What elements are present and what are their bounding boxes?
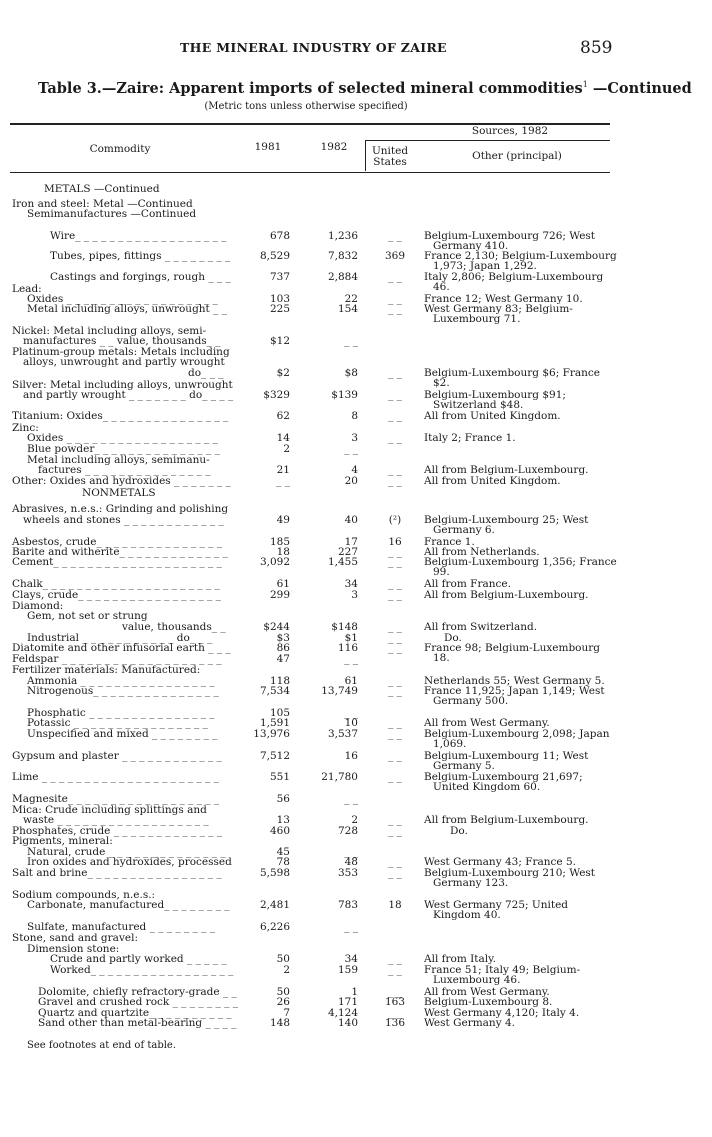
- other-sources-cell: France 1.: [424, 536, 475, 548]
- table-title-text: Table 3.—Zaire: Apparent imports of selected mineral commodities: [38, 80, 583, 97]
- value-1982-cell: _ _: [344, 846, 358, 858]
- column-header-commodity: Commodity: [89, 143, 151, 155]
- other-sources-cell: All from United Kingdom.: [424, 410, 561, 422]
- commodity-cell: Ammonia _ _ _ _ _ _ _ _ _ _ _ _ _ _ _ _: [27, 675, 215, 687]
- other-sources-cell: All from Belgium-Luxembourg.: [424, 589, 589, 601]
- value-1982-cell: 40: [344, 514, 358, 526]
- value-1981-cell: 737: [269, 271, 290, 283]
- column-header-1981: 1981: [254, 141, 282, 153]
- united-states-cell: _ _: [388, 410, 402, 422]
- value-1982-cell: 140: [337, 1017, 358, 1029]
- value-1981-cell: 551: [269, 771, 290, 783]
- value-1982-cell: 728: [337, 825, 358, 837]
- united-states-cell: _ _: [388, 432, 402, 444]
- other-sources-cell: All from Switzerland.: [424, 621, 538, 633]
- united-states-cell: 163: [384, 996, 406, 1008]
- other-sources-cell: Do.: [444, 632, 462, 644]
- value-1981-cell: 61: [276, 578, 290, 590]
- value-1982-cell: $139: [331, 389, 358, 401]
- other-sources-cell: France 98; Belgium-Luxembourg 18.: [424, 642, 601, 665]
- commodity-cell: Gem, not set or strung: [27, 610, 148, 622]
- other-sources-cell: France 12; West Germany 10.: [424, 293, 583, 305]
- united-states-cell: _ _: [388, 685, 402, 697]
- other-sources-cell: Belgium-Luxembourg 726; West Germany 410.: [424, 230, 596, 253]
- united-states-cell: 136: [384, 1017, 406, 1029]
- value-1982-cell: 16: [344, 750, 358, 762]
- other-sources-cell: West Germany 4,120; Italy 4.: [424, 1007, 580, 1019]
- commodity-cell: Stone, sand and gravel:: [12, 932, 138, 944]
- commodity-cell: Tubes, pipes, fittings _ _ _ _ _ _ _ _: [50, 250, 231, 262]
- united-states-cell: _ _: [388, 589, 402, 601]
- commodity-cell: Feldspar _ _ _ _ _ _ _ _ _ _ _ _ _ _ _ _ _ _ _: [12, 653, 222, 665]
- value-1982-cell: _ _: [344, 793, 358, 805]
- commodity-cell: Potassic _ _ _ _ _ _ _ _ _ _ _ _ _ _ _ _: [27, 717, 208, 729]
- commodity-cell: Worked_ _ _ _ _ _ _ _ _ _ _ _ _ _ _ _ _: [50, 964, 234, 976]
- commodity-cell: Diatomite and other infusorial earth _ _ _: [12, 642, 231, 654]
- column-header-1982: 1982: [320, 141, 348, 153]
- value-1981-cell: 460: [269, 825, 290, 837]
- commodity-cell: Diamond:: [12, 600, 64, 612]
- value-1982-cell: $148: [331, 621, 358, 633]
- other-sources-cell: All from Italy.: [424, 953, 497, 965]
- commodity-cell: Asbestos, crude_ _ _ _ _ _ _ _ _ _ _ _ _ _ _: [12, 536, 222, 548]
- other-sources-cell: West Germany 725; United Kingdom 40.: [424, 899, 569, 922]
- commodity-cell: Iron and steel: Metal —Continued: [12, 198, 193, 210]
- other-sources-cell: France 11,925; Japan 1,149; West Germany 500.: [424, 685, 605, 708]
- commodity-cell: Salt and brine_ _ _ _ _ _ _ _ _ _ _ _ _ _ _ _: [12, 867, 222, 879]
- value-1982-cell: 48: [344, 856, 358, 868]
- other-sources-cell: Italy 2; France 1.: [424, 432, 516, 444]
- value-1981-cell: 3,092: [259, 556, 290, 568]
- value-1981-cell: 56: [276, 793, 290, 805]
- other-sources-cell: West Germany 43; France 5.: [424, 856, 576, 868]
- value-1981-cell: 13,976: [253, 728, 290, 740]
- commodity-cell: Barite and witherite_ _ _ _ _ _ _ _ _ _ _ _ _: [12, 546, 228, 558]
- other-sources-cell: All from Netherlands.: [424, 546, 540, 558]
- united-states-cell: _ _: [388, 546, 402, 558]
- commodity-cell: Magnesite_ _ _ _ _ _ _ _ _ _ _ _ _ _ _ _ _ _: [12, 793, 220, 805]
- value-1982-cell: _ _: [344, 335, 358, 347]
- commodity-cell: Nitrogenous_ _ _ _ _ _ _ _ _ _ _ _ _ _ _: [27, 685, 219, 697]
- commodity-cell: Other: Oxides and hydroxides _ _ _ _ _ _ _: [12, 475, 231, 487]
- commodity-cell: Silver: Metal including alloys, unwrought: [12, 379, 233, 391]
- value-1982-cell: 20: [344, 475, 358, 487]
- value-1981-cell: 2: [283, 443, 290, 455]
- commodity-cell: Sand other than metal-bearing _ _ _ _: [38, 1017, 237, 1029]
- commodity-cell: manufactures _ _ value, thousands_ _: [23, 335, 221, 347]
- value-1981-cell: 50: [276, 986, 290, 998]
- column-header-united-states: United States: [371, 145, 409, 168]
- value-1981-cell: $2: [276, 367, 290, 379]
- commodity-cell: Wire_ _ _ _ _ _ _ _ _ _ _ _ _ _ _ _ _ _: [50, 230, 227, 242]
- running-title: THE MINERAL INDUSTRY OF ZAIRE: [180, 40, 447, 55]
- value-1982-cell: 353: [337, 867, 358, 879]
- value-1982-cell: 3,537: [327, 728, 358, 740]
- commodity-cell: Dimension stone:: [27, 943, 120, 955]
- other-sources-cell: Belgium-Luxembourg 11; West Germany 5.: [424, 750, 589, 773]
- commodity-cell: wheels and stones _ _ _ _ _ _ _ _ _ _ _ _: [23, 514, 224, 526]
- value-1981-cell: 103: [269, 293, 290, 305]
- table-title-footnote-marker: 1: [582, 80, 588, 90]
- other-sources-cell: Belgium-Luxembourg $91; Switzerland $48.: [424, 389, 566, 412]
- value-1981-cell: _ _: [276, 475, 290, 487]
- commodity-cell: Dolomite, chiefly refractory-grade _ _: [38, 986, 237, 998]
- commodity-cell: do_ _ _: [188, 367, 224, 379]
- value-1982-cell: 1: [351, 986, 358, 998]
- other-sources-cell: All from France.: [424, 578, 511, 590]
- commodity-cell: value, thousands_ _: [122, 621, 226, 633]
- value-1981-cell: 678: [269, 230, 290, 242]
- united-states-cell: _ _: [388, 964, 402, 976]
- commodity-cell: Natural, crude _ _ _ _ _ _ _ _ _ _ _ _ _ _: [27, 846, 226, 858]
- commodity-cell: Unspecified and mixed _ _ _ _ _ _ _ _: [27, 728, 218, 740]
- united-states-cell: _ _: [388, 464, 402, 476]
- other-sources-cell: All from West Germany.: [424, 986, 550, 998]
- commodity-cell: Gypsum and plaster _ _ _ _ _ _ _ _ _ _ _ _: [12, 750, 222, 762]
- commodity-cell: Quartz and quartzite_ _ _ _ _ _ _ _ _ _: [38, 1007, 232, 1019]
- commodity-cell: Sodium compounds, n.e.s.:: [12, 889, 156, 901]
- united-states-cell: _ _: [388, 750, 402, 762]
- value-1981-cell: 14: [276, 432, 290, 444]
- commodity-cell: Sulfate, manufactured _ _ _ _ _ _ _ _: [27, 921, 215, 933]
- commodity-cell: Abrasives, n.e.s.: Grinding and polishing: [12, 503, 229, 515]
- commodity-cell: Gravel and crushed rock _ _ _ _ _ _ _ _: [38, 996, 238, 1008]
- value-1981-cell: 8,529: [259, 250, 290, 262]
- value-1982-cell: 34: [344, 578, 358, 590]
- commodity-cell: Lime _ _ _ _ _ _ _ _ _ _ _ _ _ _ _ _ _ _ _ _ _: [12, 771, 219, 783]
- commodity-cell: Industrial _ _ _ _ _ _ _ _ _ _ _ do_ _ _: [27, 632, 213, 644]
- value-1981-cell: 118: [269, 675, 290, 687]
- united-states-cell: _ _: [388, 1007, 402, 1019]
- commodity-cell: Castings and forgings, rough _ _ _: [50, 271, 231, 283]
- united-states-cell: _ _: [388, 578, 402, 590]
- other-sources-cell: Belgium-Luxembourg 8.: [424, 996, 553, 1008]
- commodity-cell: alloys, unwrought and partly wrought: [23, 356, 225, 368]
- commodity-cell: Pigments, mineral:: [12, 835, 113, 847]
- value-1982-cell: $8: [344, 367, 358, 379]
- united-states-cell: _ _: [388, 271, 402, 283]
- commodity-cell: Cement_ _ _ _ _ _ _ _ _ _ _ _ _ _ _ _ _ _ _ _: [12, 556, 222, 568]
- united-states-cell: _ _: [388, 230, 402, 242]
- united-states-cell: _ _: [388, 642, 402, 654]
- value-1982-cell: 21,780: [321, 771, 358, 783]
- other-sources-cell: All from Belgium-Luxembourg.: [424, 464, 589, 476]
- united-states-cell: _ _: [388, 867, 402, 879]
- value-1981-cell: 13: [276, 814, 290, 826]
- value-1981-cell: 299: [269, 589, 290, 601]
- united-states-cell: _ _: [388, 728, 402, 740]
- value-1981-cell: 5,598: [259, 867, 290, 879]
- value-1981-cell: 6,226: [259, 921, 290, 933]
- commodity-cell: Semimanufactures —Continued: [27, 208, 197, 220]
- value-1981-cell: 50: [276, 953, 290, 965]
- united-states-cell: _ _: [388, 621, 402, 633]
- value-1982-cell: 171: [337, 996, 358, 1008]
- value-1982-cell: _ _: [344, 443, 358, 455]
- united-states-cell: 369: [384, 250, 406, 262]
- value-1981-cell: 47: [276, 653, 290, 665]
- value-1981-cell: 7,534: [259, 685, 290, 697]
- table-title-suffix: —Continued: [587, 80, 692, 97]
- commodity-cell: Phosphatic _ _ _ _ _ _ _ _ _ _ _ _ _ _ _: [27, 707, 215, 719]
- value-1981-cell: $244: [263, 621, 290, 633]
- value-1982-cell: _ _: [344, 653, 358, 665]
- united-states-cell: _ _: [388, 717, 402, 729]
- united-states-cell: _ _: [388, 771, 402, 783]
- other-sources-cell: All from United Kingdom.: [424, 475, 561, 487]
- commodity-cell: Platinum-group metals: Metals including: [12, 346, 230, 358]
- united-states-cell: _ _: [388, 986, 402, 998]
- commodity-cell: waste _ _ _ _ _ _ _ _ _ _ _ _ _ _ _ _ _ _: [23, 814, 209, 826]
- united-states-cell: _ _: [388, 367, 402, 379]
- united-states-cell: _ _: [388, 825, 402, 837]
- value-1981-cell: 45: [276, 846, 290, 858]
- other-sources-cell: Belgium-Luxembourg 25; West Germany 6.: [424, 514, 589, 537]
- value-1982-cell: 116: [337, 642, 358, 654]
- other-sources-cell: Belgium-Luxembourg 210; West Germany 123.: [424, 867, 596, 890]
- other-sources-cell: Italy 2,806; Belgium-Luxembourg 46.: [424, 271, 604, 294]
- commodity-cell: Metal including alloys, semimanu-: [27, 454, 210, 466]
- value-1982-cell: _ _: [344, 921, 358, 933]
- value-1982-cell: 17: [344, 536, 358, 548]
- commodity-cell: Fertilizer materials: Manufactured:: [12, 664, 201, 676]
- value-1982-cell: 22: [344, 293, 358, 305]
- united-states-cell: _ _: [388, 293, 402, 305]
- commodity-cell: Phosphates, crude _ _ _ _ _ _ _ _ _ _ _ _ _: [12, 825, 223, 837]
- other-sources-cell: Belgium-Luxembourg 1,356; France 99.: [424, 556, 617, 579]
- other-sources-cell: Belgium-Luxembourg $6; France $2.: [424, 367, 601, 390]
- other-sources-cell: West Germany 83; Belgium-Luxembourg 71.: [424, 303, 573, 326]
- table-title: [38, 80, 692, 97]
- value-1981-cell: 225: [269, 303, 290, 315]
- sources-divider: [365, 141, 366, 171]
- value-1981-cell: 7: [283, 1007, 290, 1019]
- header-bottom-rule: [10, 172, 610, 173]
- value-1982-cell: 3: [351, 432, 358, 444]
- value-1981-cell: 1,591: [259, 717, 290, 729]
- commodity-cell: Chalk_ _ _ _ _ _ _ _ _ _ _ _ _ _ _ _ _ _ _ _ _: [12, 578, 220, 590]
- commodity-cell: Crude and partly worked _ _ _ _ _: [50, 953, 227, 965]
- united-states-cell: _ _: [388, 303, 402, 315]
- commodity-cell: Titanium: Oxides_ _ _ _ _ _ _ _ _ _ _ _ _ _ _: [12, 410, 229, 422]
- commodity-cell: Oxides _ _ _ _ _ _ _ _ _ _ _ _ _ _ _ _ _ _: [27, 293, 218, 305]
- other-sources-cell: Netherlands 55; West Germany 5.: [424, 675, 605, 687]
- value-1981-cell: 2,481: [259, 899, 290, 911]
- footnote-reference: See footnotes at end of table.: [27, 1040, 177, 1051]
- united-states-cell: _ _: [388, 953, 402, 965]
- united-states-cell: _ _: [388, 389, 402, 401]
- column-header-other: Other (principal): [472, 150, 562, 162]
- other-sources-cell: Belgium-Luxembourg 21,697; United Kingdom 60.: [424, 771, 583, 794]
- value-1981-cell: 7,512: [259, 750, 290, 762]
- value-1981-cell: 105: [269, 707, 290, 719]
- united-states-cell: 18: [388, 899, 402, 911]
- value-1981-cell: 62: [276, 410, 290, 422]
- commodity-cell: Nickel: Metal including alloys, semi-: [12, 325, 207, 337]
- value-1982-cell: 4: [351, 464, 358, 476]
- commodity-cell: Blue powder_ _ _ _ _ _ _ _ _ _ _ _ _ _ _: [27, 443, 220, 455]
- other-sources-cell: France 51; Italy 49; Belgium-Luxembourg 46.: [424, 964, 581, 987]
- value-1982-cell: 783: [337, 899, 358, 911]
- table-subtitle: (Metric tons unless otherwise specified): [204, 101, 408, 112]
- commodity-cell: Mica: Crude including splittings and: [12, 804, 207, 816]
- united-states-cell: 16: [388, 536, 402, 548]
- united-states-cell: _ _: [388, 475, 402, 487]
- value-1982-cell: 13,749: [321, 685, 358, 697]
- value-1982-cell: _ _: [344, 707, 358, 719]
- column-header-sources: Sources, 1982: [471, 125, 549, 137]
- commodity-cell: NONMETALS: [82, 487, 156, 499]
- value-1981-cell: 26: [276, 996, 290, 1008]
- commodity-cell: Clays, crude_ _ _ _ _ _ _ _ _ _ _ _ _ _ _ _ _: [12, 589, 221, 601]
- value-1982-cell: 3: [351, 589, 358, 601]
- value-1982-cell: 1,455: [327, 556, 358, 568]
- value-1981-cell: $329: [263, 389, 290, 401]
- value-1981-cell: 21: [276, 464, 290, 476]
- united-states-cell: _ _: [388, 675, 402, 687]
- other-sources-cell: Do.: [450, 825, 468, 837]
- value-1982-cell: 4,124: [327, 1007, 358, 1019]
- value-1982-cell: 2: [351, 814, 358, 826]
- sources-rule: [365, 140, 610, 141]
- value-1982-cell: 2,884: [327, 271, 358, 283]
- value-1982-cell: $1: [344, 632, 358, 644]
- other-sources-cell: All from Belgium-Luxembourg.: [424, 814, 589, 826]
- commodity-cell: and partly wrought _ _ _ _ _ _ _ do_ _ _ _: [23, 389, 234, 401]
- united-states-cell: _ _: [388, 856, 402, 868]
- commodity-cell: factures _ _ _ _ _ _ _ _ _ _ _ _ _ _ _: [38, 464, 211, 476]
- value-1981-cell: 185: [269, 536, 290, 548]
- other-sources-cell: Belgium-Luxembourg 2,098; Japan 1,069.: [424, 728, 610, 751]
- united-states-cell: _ _: [388, 556, 402, 568]
- value-1981-cell: 2: [283, 964, 290, 976]
- value-1982-cell: 8: [351, 410, 358, 422]
- value-1981-cell: 148: [269, 1017, 290, 1029]
- commodity-cell: METALS —Continued: [44, 183, 160, 195]
- other-sources-cell: All from West Germany.: [424, 717, 550, 729]
- value-1981-cell: 18: [276, 546, 290, 558]
- commodity-cell: Carbonate, manufactured_ _ _ _ _ _ _ _: [27, 899, 230, 911]
- running-head: [0, 38, 712, 58]
- value-1981-cell: $3: [276, 632, 290, 644]
- value-1982-cell: 227: [337, 546, 358, 558]
- page-number: 859: [580, 38, 613, 58]
- commodity-cell: Lead:: [12, 283, 42, 295]
- value-1982-cell: 7,832: [327, 250, 358, 262]
- other-sources-cell: West Germany 4.: [424, 1017, 515, 1029]
- value-1982-cell: 61: [344, 675, 358, 687]
- value-1981-cell: $12: [269, 335, 290, 347]
- value-1982-cell: 34: [344, 953, 358, 965]
- commodity-cell: Zinc:: [12, 422, 39, 434]
- value-1981-cell: 49: [276, 514, 290, 526]
- commodity-cell: Metal including alloys, unwrought _ _: [27, 303, 227, 315]
- united-states-cell: _ _: [388, 814, 402, 826]
- value-1982-cell: 154: [337, 303, 358, 315]
- value-1982-cell: 10: [344, 717, 358, 729]
- united-states-cell: _ _: [388, 632, 402, 644]
- commodity-cell: Iron oxides and hydroxides, processed: [27, 856, 232, 868]
- value-1982-cell: 159: [337, 964, 358, 976]
- value-1981-cell: 86: [276, 642, 290, 654]
- commodity-cell: Oxides _ _ _ _ _ _ _ _ _ _ _ _ _ _ _ _ _ _: [27, 432, 218, 444]
- value-1982-cell: 1,236: [327, 230, 358, 242]
- united-states-cell: (²): [388, 514, 402, 526]
- other-sources-cell: France 2,130; Belgium-Luxembourg 1,973; Japan 1,292.: [424, 250, 617, 273]
- value-1981-cell: 78: [276, 856, 290, 868]
